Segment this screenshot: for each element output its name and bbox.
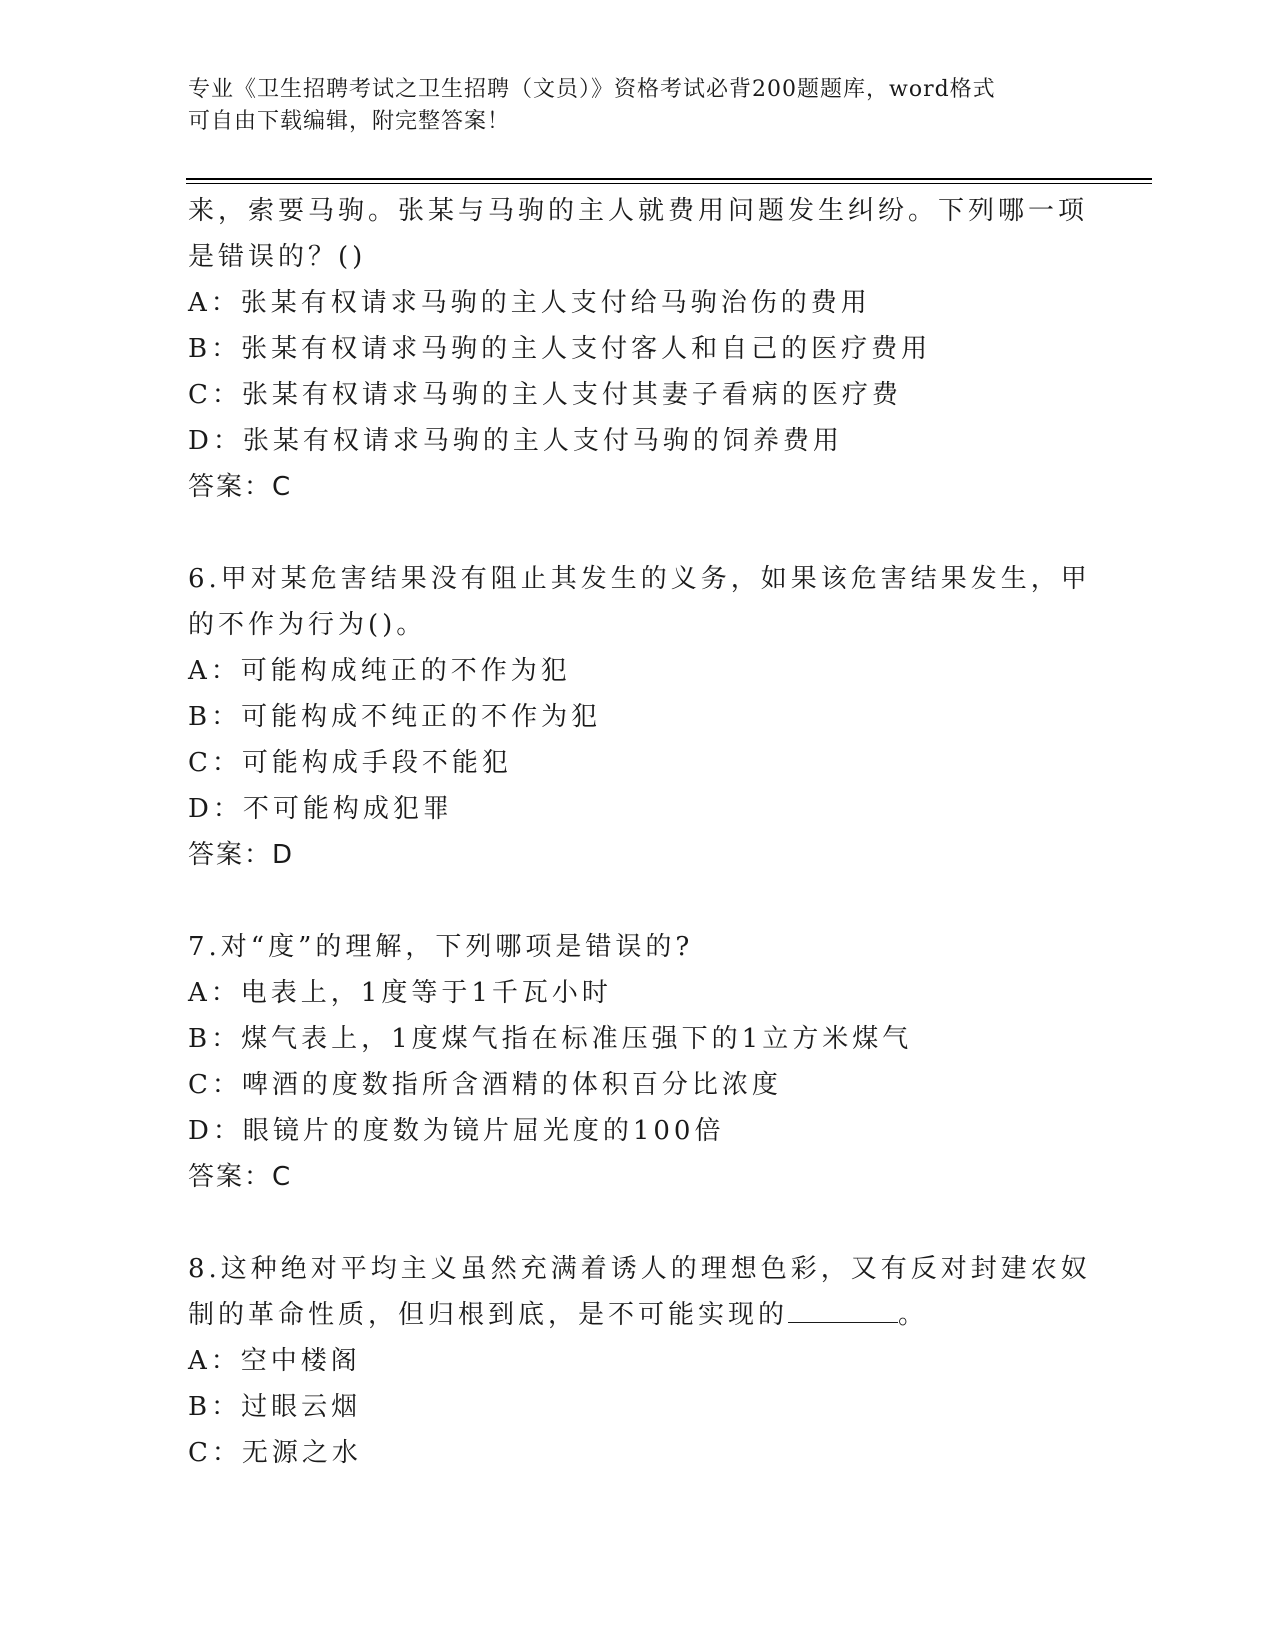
header-rule-thick [186, 178, 1152, 180]
question-stem: 来，索要马驹。张某与马驹的主人就费用问题发生纠纷。下列哪一项 [188, 196, 1089, 226]
question-stem [188, 1292, 1088, 1338]
question-stem: 是错误的？() [188, 242, 367, 272]
question-6 [188, 556, 1091, 878]
option-a: A：空中楼阁 [188, 1346, 361, 1376]
option-d: D：不可能构成犯罪 [188, 794, 453, 824]
option-c: C：啤酒的度数指所含酒精的体积百分比浓度 [188, 1070, 782, 1100]
document-header [188, 74, 1068, 138]
option-c: C：无源之水 [188, 1438, 362, 1468]
question-stem: 7.对“度”的理解，下列哪项是错误的? [188, 932, 694, 962]
header-title-line1: 专业《卫生招聘考试之卫生招聘（文员）》资格考试必背200题题库，word格式 [188, 77, 996, 102]
answer-label: 答案：D [188, 840, 295, 870]
header-title-line2: 可自由下载编辑，附完整答案！ [188, 109, 511, 134]
option-c: C：可能构成手段不能犯 [188, 748, 512, 778]
option-d: D：眼镜片的度数为镜片屈光度的100倍 [188, 1116, 725, 1146]
option-b: B：煤气表上，1度煤气指在标准压强下的1立方米煤气 [188, 1024, 913, 1054]
question-stem: 8.这种绝对平均主义虽然充满着诱人的理想色彩，又有反对封建农奴 [188, 1254, 1091, 1284]
option-a: A：张某有权请求马驹的主人支付给马驹治伤的费用 [188, 288, 871, 318]
option-b: B：过眼云烟 [188, 1392, 362, 1422]
spacer [188, 1200, 1088, 1246]
option-a: A：电表上，1度等于1千瓦小时 [188, 978, 612, 1008]
fill-in-blank [788, 1294, 898, 1323]
option-c: C：张某有权请求马驹的主人支付其妻子看病的医疗费 [188, 380, 902, 410]
question-stem: 6.甲对某危害结果没有阻止其发生的义务，如果该危害结果发生，甲 [188, 564, 1091, 594]
spacer [188, 510, 1088, 556]
question-stem: 的不作为行为()。 [188, 610, 427, 640]
question-list [188, 188, 1091, 1476]
answer-label: 答案：C [188, 472, 293, 502]
stem-text: 制的革命性质，但归根到底，是不可能实现的 [188, 1300, 789, 1330]
spacer [188, 878, 1088, 924]
question-7 [188, 924, 1088, 1200]
answer-label: 答案：C [188, 1162, 293, 1192]
header-rule-thin [186, 183, 1152, 184]
option-a: A：可能构成纯正的不作为犯 [188, 656, 571, 686]
option-b: B：可能构成不纯正的不作为犯 [188, 702, 602, 732]
option-d: D：张某有权请求马驹的主人支付马驹的饲养费用 [188, 426, 843, 456]
stem-text: 。 [898, 1300, 929, 1330]
question-8 [188, 1246, 1091, 1476]
option-b: B：张某有权请求马驹的主人支付客人和自己的医疗费用 [188, 334, 932, 364]
question-5 [188, 188, 1088, 510]
